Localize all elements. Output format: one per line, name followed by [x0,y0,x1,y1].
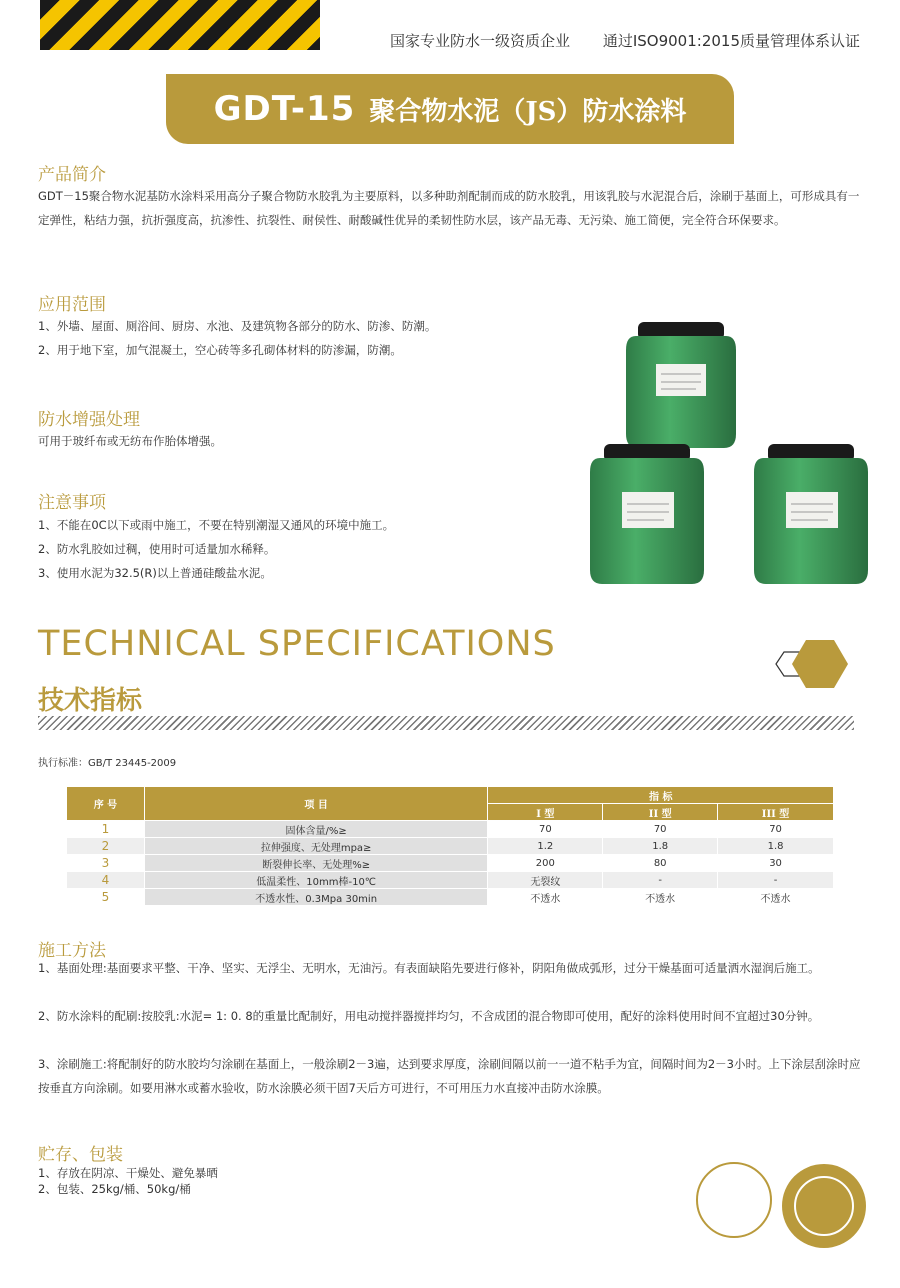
cell-type-2: - [603,872,718,889]
th-type-1: I 型 [488,804,603,821]
notes-item: 1、不能在0C以下或雨中施工，不要在特别潮湿又通风的环境中施工。 [38,518,395,532]
th-type-2: II 型 [603,804,718,821]
cell-type-1: 70 [488,821,603,838]
cell-type-3: 70 [718,821,834,838]
claim-qualification: 国家专业防水一级资质企业 [390,32,571,50]
table-row [67,855,834,872]
cell-no: 5 [67,889,145,906]
table-row [67,872,834,889]
notes-item: 2、防水乳胶如过稠，使用时可适量加水稀释。 [38,542,276,556]
drum-top [626,322,736,448]
section-title-notes: 注意事项 [38,493,106,513]
table-row [67,838,834,855]
th-index: 指 标 [488,787,834,804]
notes-item: 3、使用水泥为32.5(R)以上普通硅酸盐水泥。 [38,566,272,580]
cell-type-1: 1.2 [488,838,603,855]
th-no: 序 号 [67,787,145,821]
cell-type-2: 70 [603,821,718,838]
circle-gold-decoration [782,1164,866,1248]
cell-type-1: 无裂纹 [488,872,603,889]
construction-item: 3、涂刷施工:将配制好的防水胶均匀涂刷在基面上，一般涂刷2－3遍，达到要求厚度，涂刷间隔以前一一道不粘手为宜，间隔时间为2－3小时。上下涂层刮涂时应按垂直方向涂刷。如要用淋水或蓄水验收，防水涂膜必须干固7天后方可进行，不可用压力水直接冲击防水涂膜。 [38,1057,861,1095]
reinforcement-text: 可用于玻纤布或无纺布作胎体增强。 [38,434,222,448]
table-row [67,821,834,838]
storage-item: 2、包装、25kg/桶、50kg/桶 [38,1182,191,1196]
cell-item: 不透水性、0.3Mpa 30min [144,889,488,906]
cell-no: 2 [67,838,145,855]
product-drums-image [586,312,876,592]
title-banner [166,74,734,144]
tech-title-en: TECHNICAL SPECIFICATIONS [38,624,556,664]
drum-bottom-left [590,444,704,584]
cell-type-3: 30 [718,855,834,872]
th-type-3: III 型 [718,804,834,821]
section-title-application: 应用范围 [38,295,106,315]
cell-no: 3 [67,855,145,872]
header-claims [362,30,860,51]
cell-type-2: 1.8 [603,838,718,855]
circle-gold-inner-ring [794,1176,854,1236]
section-title-construction: 施工方法 [38,941,106,961]
section-title-storage: 贮存、包装 [38,1145,123,1165]
cell-item: 固体含量/%≥ [144,821,488,838]
cell-no: 1 [67,821,145,838]
cell-type-3: - [718,872,834,889]
diagonal-rule-divider [38,716,854,730]
tech-title-cn: 技术指标 [38,686,143,716]
storage-item: 1、存放在阴凉、干燥处、避免暴晒 [38,1166,218,1180]
circle-outline-decoration [696,1162,772,1238]
cell-item: 拉伸强度、无处理mpa≥ [144,838,488,855]
spec-table [66,786,834,906]
application-item: 1、外墙、屋面、厕浴间、厨房、水池、及建筑物各部分的防水、防渗、防潮。 [38,319,437,333]
cell-item: 断裂伸长率、无处理%≥ [144,855,488,872]
section-title-reinforcement: 防水增强处理 [38,410,140,430]
application-item: 2、用于地下室，加气混凝土，空心砖等多孔砌体材料的防渗漏，防潮。 [38,343,402,357]
drum-bottom-right [754,444,868,584]
section-title-intro: 产品简介 [38,165,106,185]
intro-text: GDT－15聚合物水泥基防水涂料采用高分子聚合物防水胶乳为主要原料，以多种助剂配制而成的防水胶乳，用该乳胶与水泥混合后，涂刷于基面上，可形成具有一定弹性，粘结力强，抗折强度高，抗渗性、抗裂性、耐侯性、耐酸碱性优异的柔韧性防水层，该产品无毒、无污染、施工简便，完全符合环保要求。 [38,189,860,227]
hazard-stripe-decoration [40,0,320,50]
cell-type-3: 不透水 [718,889,834,906]
cell-type-3: 1.8 [718,838,834,855]
standard-reference: 执行标准：GB/T 23445-2009 [38,758,177,769]
claim-iso: 通过ISO9001:2015质量管理体系认证 [602,32,860,50]
cell-type-2: 不透水 [603,889,718,906]
cell-no: 4 [67,872,145,889]
cell-type-1: 不透水 [488,889,603,906]
construction-item: 1、基面处理:基面要求平整、干净、坚实、无浮尘、无明水，无油污。有表面缺陷先要进行修补，阴阳角做成弧形，过分干燥基面可适量洒水湿润后施工。 [38,961,820,975]
cell-type-1: 200 [488,855,603,872]
construction-item: 2、防水涂料的配刷:按胶乳:水泥= 1: 0. 8的重量比配制好，用电动搅拌器搅拌均匀，不含成团的混合物即可使用，配好的涂料使用时间不宜超过30分钟。 [38,1009,820,1023]
product-model: GDT-15 [213,89,356,129]
cell-item: 低温柔性、10mm棒-10℃ [144,872,488,889]
cell-type-2: 80 [603,855,718,872]
th-item: 项 目 [144,787,488,821]
hexagon-decoration-icon [772,636,848,692]
product-name: 聚合物水泥（JS）防水涂料 [369,96,687,127]
table-row [67,889,834,906]
